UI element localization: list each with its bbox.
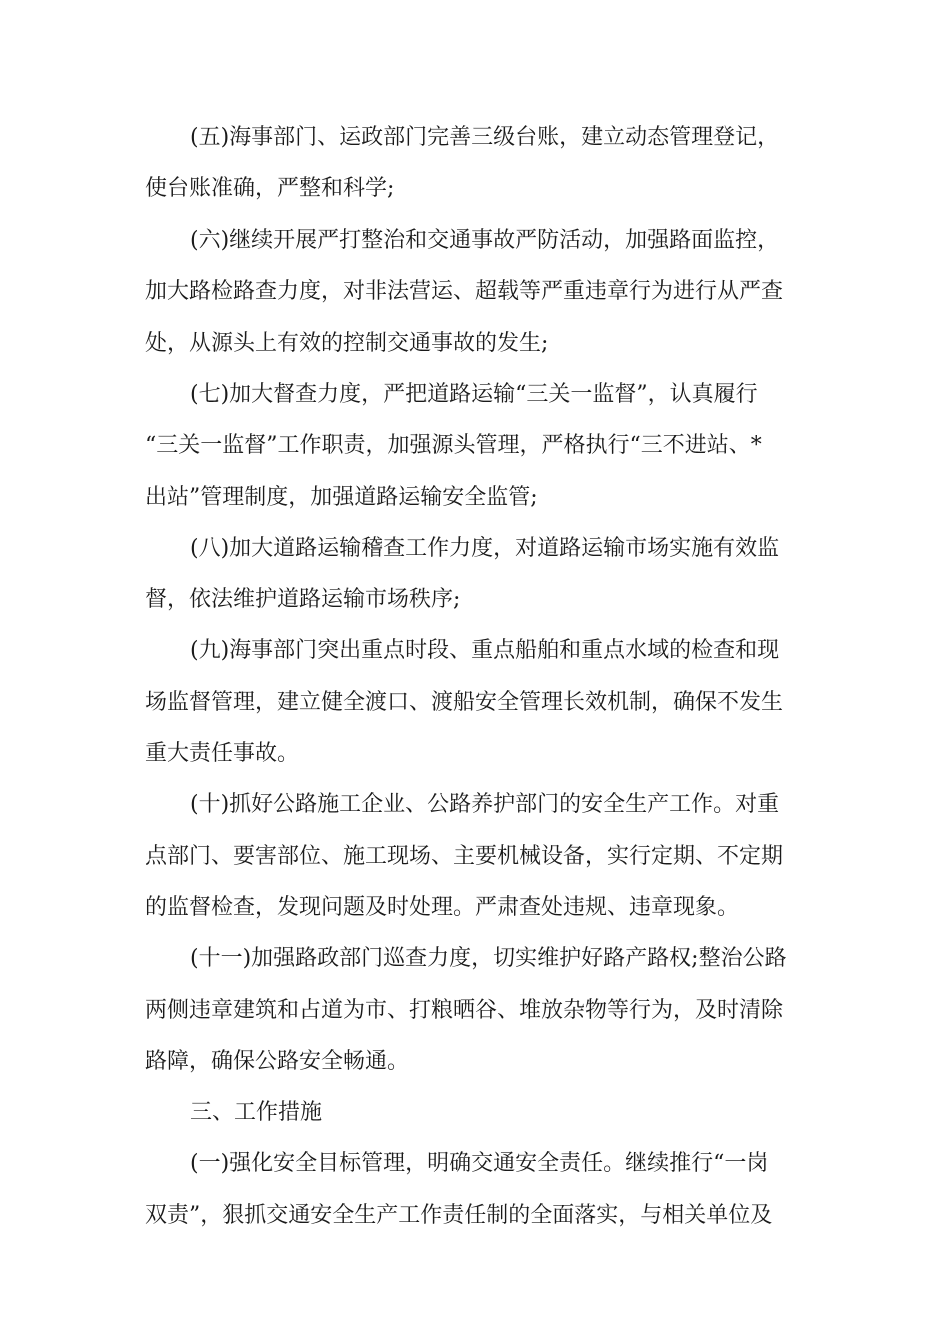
paragraph-9-line-2: 场监督管理，建立健全渡口、渡船安全管理长效机制，确保不发生: [145, 690, 784, 715]
paragraph-5-line-1: (五)海事部门、运政部门完善三级台账，建立动态管理登记，: [190, 125, 780, 150]
measure-1-line-2: 双责”，狠抓交通安全生产工作责任制的全面落实，与相关单位及: [145, 1203, 773, 1228]
paragraph-10-line-3: 的监督检查，发现问题及时处理。严肃查处违规、违章现象。: [145, 895, 740, 920]
paragraph-11-line-2: 两侧违章建筑和占道为市、打粮晒谷、堆放杂物等行为，及时清除: [145, 998, 784, 1023]
paragraph-7-line-1: (七)加大督查力度，严把道路运输“三关一监督”，认真履行: [190, 382, 758, 407]
paragraph-10-line-2: 点部门、要害部位、施工现场、主要机械设备，实行定期、不定期: [145, 844, 784, 869]
paragraph-11-line-1: (十一)加强路政部门巡查力度，切实维护好路产路权;整治公路: [190, 946, 787, 971]
paragraph-6-line-1: (六)继续开展严打整治和交通事故严防活动，加强路面监控，: [190, 228, 780, 253]
paragraph-8-line-2: 督，依法维护道路运输市场秩序;: [145, 587, 461, 612]
paragraph-11-line-3: 路障，确保公路安全畅通。: [145, 1049, 410, 1074]
measure-1-line-1: (一)强化安全目标管理，明确交通安全责任。继续推行“一岗: [190, 1151, 769, 1176]
paragraph-5-line-2: 使台账准确，严整和科学;: [145, 176, 395, 201]
paragraph-9-line-3: 重大责任事故。: [145, 741, 300, 766]
paragraph-6-line-3: 处，从源头上有效的控制交通事故的发生;: [145, 331, 549, 356]
paragraph-7-line-2: “三关一监督”工作职责，加强源头管理，严格执行“三不进站、*: [145, 433, 762, 458]
paragraph-9-line-1: (九)海事部门突出重点时段、重点船舶和重点水域的检查和现: [190, 638, 780, 663]
section-heading-work-measures: 三、工作措施: [190, 1100, 323, 1125]
paragraph-10-line-1: (十)抓好公路施工企业、公路养护部门的安全生产工作。对重: [190, 792, 780, 817]
paragraph-6-line-2: 加大路检路查力度，对非法营运、超载等严重违章行为进行从严查: [145, 279, 784, 304]
paragraph-8-line-1: (八)加大道路运输稽查工作力度，对道路运输市场实施有效监: [190, 536, 780, 561]
paragraph-7-line-3: 出站”管理制度，加强道路运输安全监管;: [145, 485, 538, 510]
